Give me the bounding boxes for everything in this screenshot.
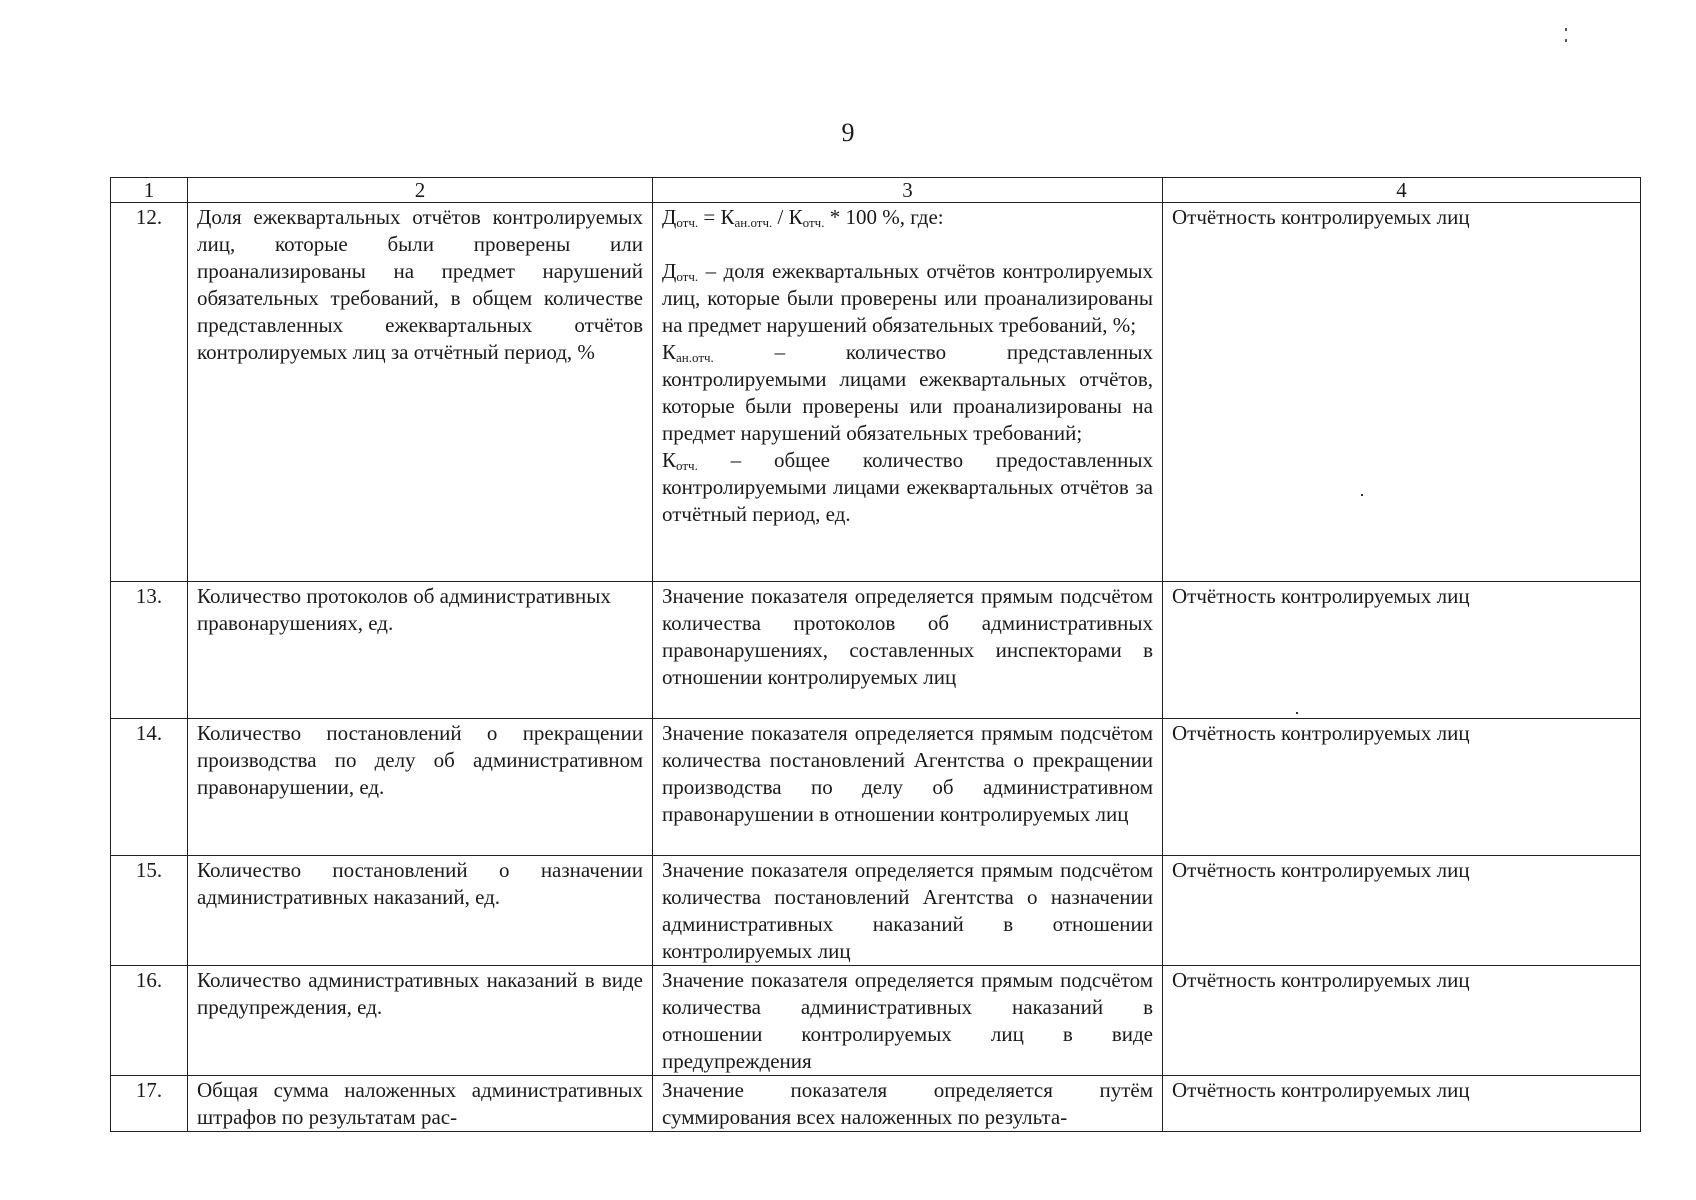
data-source: Отчётность контролируемых лиц [1163, 582, 1641, 719]
definition-k-otch: $К_{отч.}$ – общее количество предоставленных контролируемыми лицами ежеквартальных отчётов за отчётный период, ед. [662, 448, 1153, 526]
data-source: Отчётность контролируемых лиц [1163, 856, 1641, 966]
data-source: Отчётность контролируемых лиц [1163, 966, 1641, 1076]
row-number: 14. [111, 719, 188, 856]
indicator-name: Количество протоколов об административных правонарушениях, ед. [188, 582, 653, 719]
table-row [111, 582, 1641, 719]
calculation-method: Значение показателя определяется прямым подсчётом количества постановлений Агентства о прекращении производства по делу об административном правонарушении в отношении контролируемых лиц [653, 719, 1163, 856]
calculation-method: Значение показателя определяется путём суммирования всех наложенных по результа- [653, 1076, 1163, 1132]
page-number: 9 [841, 118, 855, 147]
indicator-name: Общая сумма наложенных административных штрафов по результатам рас- [188, 1076, 653, 1132]
table-row [111, 1076, 1641, 1132]
definition-d-otch: $Д_{отч.}$ – доля ежеквартальных отчётов контролируемых лиц, которые были проверены или проанализированы на предмет нарушений обязательных требований, %; [662, 259, 1153, 337]
table-header-row [111, 178, 1641, 203]
data-source: Отчётность контролируемых лиц [1163, 1076, 1641, 1132]
scan-speck [1296, 712, 1298, 714]
calculation-method: Значение показателя определяется прямым подсчётом количества протоколов об административных правонарушениях, составленных инспекторами в отношении контролируемых лиц [653, 582, 1163, 719]
indicators-table [110, 177, 1641, 1132]
indicator-name: Количество постановлений о назначении административных наказаний, ед. [188, 856, 653, 966]
table-row [111, 966, 1641, 1076]
column-number-4: 4 [1163, 178, 1641, 203]
calculation-method: Значение показателя определяется прямым подсчётом количества постановлений Агентства о назначении административных наказаний в отношении контролируемых лиц [653, 856, 1163, 966]
table-row [111, 203, 1641, 582]
calculation-method [653, 203, 1163, 582]
row-number: 16. [111, 966, 188, 1076]
column-number-3: 3 [653, 178, 1163, 203]
scan-speck [1565, 28, 1568, 52]
definition-k-an-otch: $К_{ан.отч.}$ – количество представленных контролируемыми лицами ежеквартальных отчётов, которые были проверены или проанализированы на предмет нарушений обязательных требований; [662, 340, 1153, 445]
indicator-name: Количество административных наказаний в виде предупреждения, ед. [188, 966, 653, 1076]
calculation-method: Значение показателя определяется прямым подсчётом количества административных наказаний в отношении контролируемых лиц в виде предупреждения [653, 966, 1163, 1076]
row-number: 17. [111, 1076, 188, 1132]
data-source: Отчётность контролируемых лиц [1163, 203, 1641, 582]
scan-speck [1361, 494, 1363, 496]
table-row [111, 719, 1641, 856]
formula: $Д_{отч.} = К_{ан.отч.} / К_{отч.} * 100$ %, где: [662, 205, 944, 230]
column-number-1: 1 [111, 178, 188, 203]
table-row [111, 856, 1641, 966]
row-number: 15. [111, 856, 188, 966]
indicator-name: Количество постановлений о прекращении производства по делу об административном правонарушении, ед. [188, 719, 653, 856]
row-number: 13. [111, 582, 188, 719]
row-number: 12. [111, 203, 188, 582]
indicator-name: Доля ежеквартальных отчётов контролируемых лиц, которые были проверены или проанализированы на предмет нарушений обязательных требований, в общем количестве представленных ежеквартальных отчётов контролируемых лиц за отчётный период, % [188, 203, 653, 582]
column-number-2: 2 [188, 178, 653, 203]
data-source: Отчётность контролируемых лиц [1163, 719, 1641, 856]
